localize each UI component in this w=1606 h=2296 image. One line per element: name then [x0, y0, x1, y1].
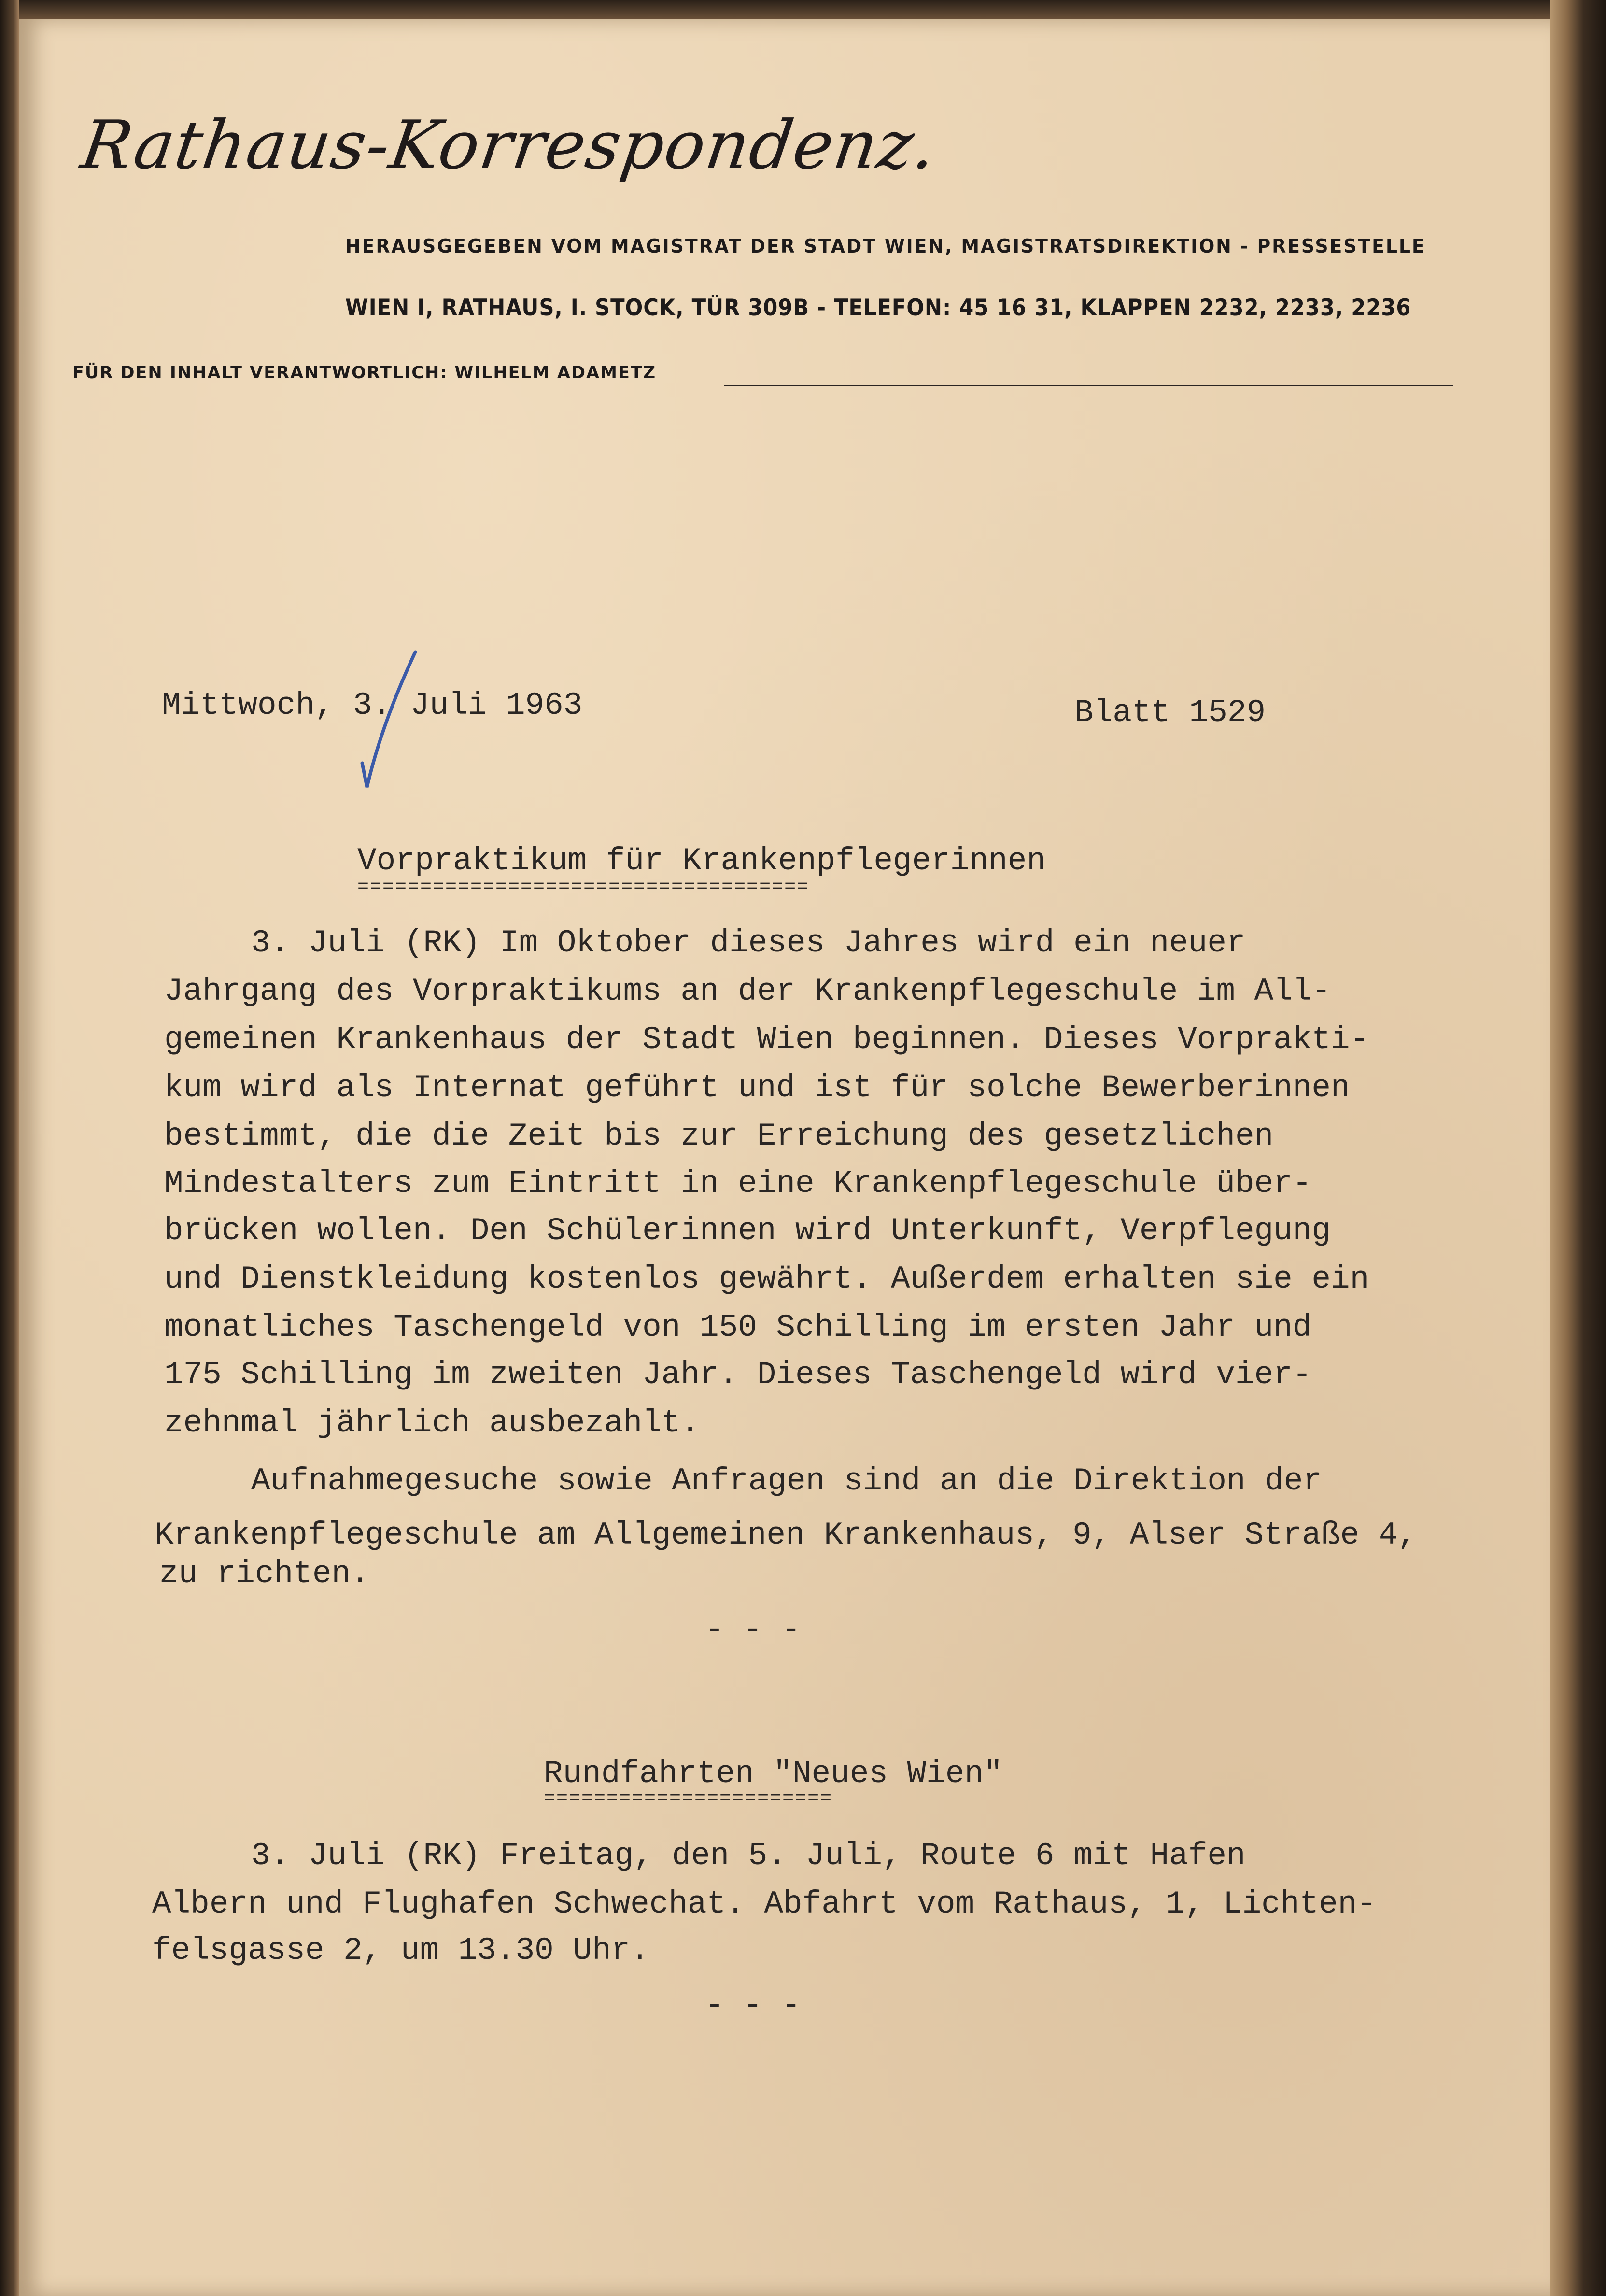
- article-2-line: Albern und Flughafen Schwechat. Abfahrt vom Rathaus, 1, Lichten-: [152, 1886, 1376, 1922]
- article-1-line: Jahrgang des Vorpraktikums an der Krankenpflegeschule im All-: [164, 973, 1331, 1009]
- article-1-line: monatliches Taschengeld von 150 Schilling im ersten Jahr und: [164, 1309, 1312, 1346]
- article-2-line: felsgasse 2, um 13.30 Uhr.: [152, 1932, 649, 1969]
- article-1-line: und Dienstkleidung kostenlos gewährt. Außerdem erhalten sie ein: [164, 1261, 1369, 1297]
- article-1-line: brücken wollen. Den Schülerinnen wird Unterkunft, Verpflegung: [164, 1213, 1331, 1249]
- letterhead-rule: [724, 385, 1453, 386]
- scan-background-top: [19, 0, 1550, 19]
- article-1-line: zehnmal jährlich ausbezahlt.: [164, 1405, 700, 1441]
- article-1-line: Mindestalters zum Eintritt in eine Krankenpflegeschule über-: [164, 1165, 1312, 1202]
- article-1-line: Aufnahmegesuche sowie Anfragen sind an die Direktion der: [251, 1463, 1322, 1499]
- letterhead-address: WIEN I, RATHAUS, I. STOCK, TÜR 309B - TELEFON: 45 16 31, KLAPPEN 2232, 2233, 2236: [345, 295, 1411, 321]
- article-1-line: bestimmt, die die Zeit bis zur Erreichung des gesetzlichen: [164, 1118, 1274, 1154]
- article-1-line: Krankenpflegeschule am Allgemeinen Krankenhaus, 9, Alser Straße 4,: [155, 1517, 1417, 1553]
- sheet-number: Blatt 1529: [1074, 694, 1266, 731]
- scan-background-right: [1550, 0, 1606, 2296]
- article-1-separator: - - -: [705, 1612, 801, 1648]
- article-1-underline: ====================================: [357, 877, 810, 898]
- letterhead-publisher: HERAUSGEGEBEN VOM MAGISTRAT DER STADT WIEN, MAGISTRATSDIREKTION - PRESSESTELLE: [345, 236, 1426, 257]
- article-2-title: Rundfahrten "Neues Wien": [544, 1756, 1003, 1792]
- letterhead-responsible: FÜR DEN INHALT VERANTWORTLICH: WILHELM ADAMETZ: [72, 363, 657, 383]
- article-1-line: gemeinen Krankenhaus der Stadt Wien beginnen. Dieses Vorprakti-: [164, 1021, 1369, 1058]
- article-1-line: 3. Juli (RK) Im Oktober dieses Jahres wird ein neuer: [251, 925, 1246, 961]
- article-1-line: 175 Schilling im zweiten Jahr. Dieses Taschengeld wird vier-: [164, 1357, 1312, 1393]
- article-2-underline: =======================: [544, 1788, 833, 1810]
- article-1-line: kum wird als Internat geführt und ist für solche Bewerberinnen: [164, 1070, 1350, 1106]
- issue-date: Mittwoch, 3. Juli 1963: [162, 687, 583, 723]
- article-1-line: zu richten.: [159, 1556, 370, 1592]
- article-1-title: Vorpraktikum für Krankenpflegerinnen: [357, 843, 1046, 879]
- article-2-separator: - - -: [705, 1987, 801, 2024]
- masthead-title: Rathaus-Korrespondenz.: [76, 106, 942, 184]
- article-2-line: 3. Juli (RK) Freitag, den 5. Juli, Route 6 mit Hafen: [251, 1838, 1246, 1874]
- scan-background-left: [0, 0, 19, 2296]
- handwritten-check-mark: [348, 642, 425, 802]
